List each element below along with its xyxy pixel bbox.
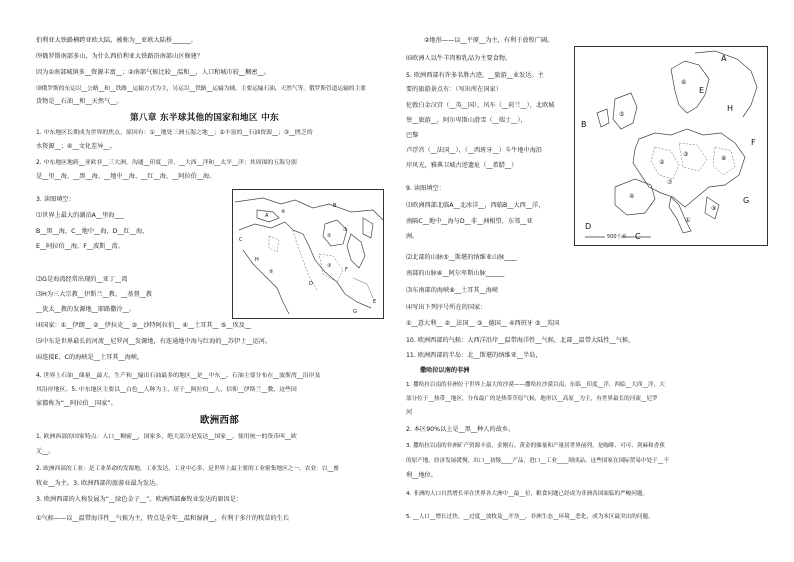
chapter-heading: 第八章 东半球其他的国家和地区 中东 (130, 113, 279, 123)
text-line: 利__地位。 (406, 472, 437, 479)
text-line: 堡__旅游__，阿尔卑斯山滑雪（__瑞士__）， (406, 117, 527, 124)
map-label: ⑤ (269, 269, 274, 275)
map-label: D (309, 281, 313, 287)
text-line: ②地形——以__平原__为主，有利于放牧广阔。 (424, 37, 554, 44)
text-line: 3. 读图填空： (36, 196, 75, 203)
text-line: 5. __人口__增长过快，__过度__放牧及__开垦__，非洲生态__环境__恶化，成为本区最突出的问题。 (406, 514, 654, 520)
text-line: ⑷写出下列序号所在的国家： (406, 304, 487, 311)
text-line: 因为①南部城镇多__资源丰富__；②南部气候比较__温和__，人口和城市较__稠密__。 (36, 69, 270, 76)
map-label: E (699, 86, 705, 95)
text-line: ⑶H为三大宗教__伊斯兰__教、__基督__教 (36, 291, 153, 298)
text-line: ⑵北部的山脉⑤__斯堪的纳维亚山脉____ (406, 254, 517, 261)
europe-map-drawing (575, 47, 769, 247)
text-line: 2. 本区90%以上是__黑__种人的故乡。 (406, 426, 515, 433)
text-line: 4. 世界上石油__储量__最大，生产和__输出石油最多的地区__是__中东__。石油主要分布在__波斯湾__沿岸及 (36, 373, 321, 379)
text-line: 南部的山脉⑥__阿尔卑斯山脉______ (406, 270, 505, 277)
text-line: 4. 非洲的人口自然增长率在世界各大洲中__最__位，粮食问题已经成为非洲各国面临的严峻问题。 (406, 491, 649, 497)
text-line: ①气候——以__温带海洋性__气候为主，特点是全年__温和湿润__，有利于多汁的牧草的生长 (36, 515, 290, 522)
map-label: H (727, 104, 734, 113)
map-label: C (239, 237, 243, 243)
left-column (34, 0, 396, 562)
map-label: F (345, 267, 348, 273)
text-line: 5. 欧洲西部有许多名胜古迹，__旅游__业发达。主 (406, 72, 544, 79)
text-line: ⑼俄罗斯南部多山，为什么西伯利亚大铁路沿南部山区修建？ (36, 53, 204, 60)
text-line: 卢浮宫（__法国__），（__西班牙__）斗牛地中海沿 (406, 147, 543, 154)
map-label: ① (685, 217, 691, 224)
text-line: 洲。 (406, 233, 419, 240)
text-line: 11. 欧洲西部的半岛：北__斯堪的纳维亚__半岛， (406, 352, 542, 359)
map-label: D (585, 222, 592, 231)
map-label: ① (343, 227, 348, 233)
map-label: ⑨ (711, 205, 717, 212)
text-line: 3. 撒哈拉以南的非洲矿产资源丰富，金刚石、黄金的储量和产量居世界前列。是咖啡、可可、剑麻和香蕉 (406, 443, 665, 449)
map-label: ④ (281, 209, 286, 215)
map-label: ⑥ (681, 79, 687, 86)
map-label: G (743, 196, 750, 205)
right-column (404, 0, 772, 562)
map-label: H (255, 257, 259, 263)
text-line: 3. 欧洲西部的人称发展为“__绿色金子__”。欧洲西部畜牧业发达的原因是： (36, 496, 243, 503)
map-label: E (373, 299, 377, 305)
text-line: 货物是__石油__和__天然气__。 (36, 98, 123, 105)
text-line: ⑴欧洲西部北临A__北冰洋__，西临B__大西__洋， (406, 202, 545, 209)
middle-east-map (232, 189, 384, 319)
text-line: 岸风光，雅典卫城古迹遗址（__希腊__） (406, 162, 518, 169)
text-line: ⑵G是海湾经常出现的__亚丁__湾 (36, 276, 128, 283)
text-line: 10. 欧洲西部的气候：大西洋沿岸__温带海洋性__气候，北部__温带大陆性__气候， (406, 337, 635, 344)
section-heading: 撒哈拉以南的非洲 (420, 367, 470, 374)
text-line: __犹太__教的发源地__耶路撒冷__。 (36, 306, 135, 313)
text-line: ⑶东南部的海峡⑧__土耳其__海峡 (406, 287, 499, 294)
map-scale-label: 500千米 (607, 234, 627, 240)
map-label: ③ (327, 263, 332, 269)
map-label: A (721, 54, 727, 63)
text-line: 2. 中东地区地跨__亚欧非__三大洲，沟通__印度__洋、__大西__洋和__太平__洋；其周围的五海分别 (36, 160, 297, 166)
text-line: 牧业__为主。3. 欧洲西部的旅游业最为发达。 (36, 480, 162, 487)
text-line: B__黑__海，C__地中__海，D__红__海， (36, 228, 149, 235)
map-label: B (333, 203, 337, 209)
text-line: ⑽俄罗斯的东运以__公路__和__铁路__运输方式为主，另运以__铁路__运输为辅，主要运输石油，天然气等。俄罗斯管道运输的主要 (36, 86, 366, 92)
text-line: 南隔C__地中__海与D__非__洲相望，东邻__亚 (406, 218, 533, 225)
text-line: 伦敦白金汉宫（__英__国），风车（__荷兰__），北欧城 (406, 102, 555, 109)
map-label: G (353, 309, 357, 315)
middle-east-map-drawing (233, 190, 385, 320)
text-line: 巴黎 (406, 132, 419, 139)
text-line: ①__意大利__ ②__法国__ ③__德国__ ④西班牙 ⑤__英国 (406, 320, 560, 327)
map-label: F (751, 138, 756, 147)
text-line: 1. 中东地区长期成为世界的焦点，原因有：①__地处三洲五海之地__；②丰富的__石油资源__；③__匮乏的 (36, 130, 313, 136)
map-label: ⑤ (619, 111, 625, 118)
text-line: ⑹连接E、C的海峡是__土耳其__海峡。 (36, 354, 144, 361)
text-line: 河 (406, 409, 413, 416)
section-heading: 欧洲西部 (200, 415, 240, 426)
text-line: 元__。 (36, 448, 55, 455)
text-line: ⑴世界上最大的湖泊A__里海___ (36, 212, 124, 219)
europe-map (574, 46, 768, 246)
text-line: 9. 读图填空： (406, 185, 445, 192)
text-line: 水资源__；④__文化差异__。 (36, 143, 116, 150)
map-label: ② (659, 159, 665, 166)
text-line: ⑸中东是世界最长的河流__尼罗河__发源地，有连通地中海与红海的__苏伊士__运河。 (36, 338, 272, 345)
text-line: 部分位于__热带__地区，分布最广的是热带草原气候，地形以__高原__为主，有世界最长的河流__尼罗 (406, 396, 658, 402)
text-line: 2. 欧洲西部的工业：是工业革命的发源地，工业发达，工业中心多，是世界上最主要的工业密集地区之一。农业：以__畜 (36, 466, 339, 472)
map-label: ③ (683, 151, 689, 158)
map-label: ④ (629, 193, 635, 200)
text-line: E__阿拉伯__海，F__波斯__湾。 (36, 243, 124, 250)
text-line: ⑷国家：①__伊朗__ ②__伊拉克__ ③__沙特阿拉伯__ ④__土耳其__ ⑤__埃及__ (36, 322, 252, 329)
text-line: 伯利亚大铁路横跨亚欧大陆，被称为__亚欧大陆桥______。 (36, 37, 197, 44)
text-line: 家都称为“__阿拉伯__国家”。 (36, 400, 117, 407)
map-label: B (581, 120, 587, 129)
map-label: A (265, 213, 269, 219)
map-label: C (635, 232, 641, 241)
text-line: 是__里__海、__黑__海、__地中__海、__红__海、__阿拉伯__海。 (36, 173, 216, 180)
map-label: ⑦ (667, 179, 673, 186)
text-line: 要的旅游景点有：（写出所在国家） (406, 86, 502, 93)
text-line: ⑹欧洲人以牛羊肉和乳品为主要食物。 (406, 55, 512, 62)
text-line: 1. 欧洲西部的国家特点：人口__稠密__，国家多，绝大部分是发达__国家__，使用统一的货币叫__欧 (36, 434, 297, 440)
text-line: 1. 撒哈拉以南的非洲位于世界上最大的沙漠——撒哈拉沙漠以南，东临__印度__洋，西临__大西__洋，大 (406, 382, 665, 388)
text-line: 的原产地。经济发展缓慢，出口__初级____产品，进口__工业____制成品。这些国家在国际贸易中处于__不 (406, 458, 669, 464)
map-label: ⑧ (721, 155, 727, 162)
text-line: 其沿岸地区。5. 中东地区主要以__白色__人种为主，居于__阿拉伯__人，信仰__伊斯兰__教，这些国 (36, 387, 297, 393)
map-label: ② (327, 233, 332, 239)
